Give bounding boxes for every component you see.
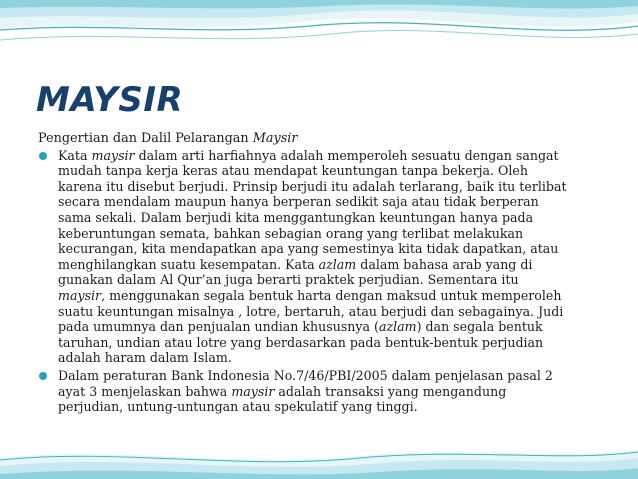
- bullet-text: [58, 368, 598, 415]
- emphasis-text: azlam: [378, 319, 417, 335]
- text-line: [58, 304, 598, 320]
- text-line: [58, 288, 598, 304]
- text-run: dalam arti harfiahnya adalah memperoleh sesuatu dengan sangat: [134, 147, 559, 163]
- text-line: [58, 350, 598, 366]
- bottom-wave-decoration: [0, 438, 638, 479]
- text-line: [58, 241, 598, 257]
- text-line: [58, 335, 598, 351]
- bullet-dot-icon: [39, 372, 47, 380]
- text-run: adalah transaksi yang mengandung: [274, 383, 507, 399]
- text-run: sama sekali. Dalam berjudi kita menggantungkan keuntungan hanya pada: [58, 209, 534, 225]
- text-run: adalah haram dalam Islam.: [58, 350, 232, 366]
- slide-content: [38, 131, 598, 417]
- text-run: Dalam peraturan Bank Indonesia No.7/46/PBI/2005 dalam penjelasan pasal 2: [58, 367, 553, 383]
- text-run: secara mendalam maupun hanya berperan sedikit saja atau tidak berperan: [58, 194, 539, 210]
- text-line: [58, 384, 598, 400]
- slide-title: MAYSIR: [36, 80, 184, 120]
- text-run: ayat 3 menjelaskan bahwa: [58, 383, 232, 399]
- text-run: suatu keuntungan misalnya , lotre, bertaruh, atau berjudi dan sebagainya. Judi: [58, 303, 564, 319]
- text-line: [58, 179, 598, 195]
- bullet-text: [58, 148, 598, 366]
- text-line: [58, 163, 598, 179]
- text-line: [58, 148, 598, 164]
- text-line: [58, 257, 598, 273]
- text-run: karena itu disebut berjudi. Prinsip berjudi itu adalah terlarang, baik itu terlibat: [58, 178, 567, 194]
- subheading: [38, 131, 598, 147]
- text-run: gunakan dalam Al Qur’an juga berarti praktek perjudian. Sementara itu: [58, 272, 519, 288]
- subheading-text: Pengertian dan Dalil Pelarangan: [38, 131, 253, 146]
- text-run: menghilangkan suatu kesempatan. Kata: [58, 256, 319, 272]
- emphasis-text: azlam: [318, 256, 357, 272]
- text-run: Kata: [58, 147, 92, 163]
- emphasis-text: maysir: [91, 147, 135, 163]
- emphasis-text: maysir: [231, 383, 275, 399]
- emphasis-text: maysir: [58, 287, 102, 303]
- text-line: [58, 399, 598, 415]
- text-line: [58, 319, 598, 335]
- text-run: ) dan segala bentuk: [416, 319, 543, 335]
- top-wave-decoration: [0, 0, 638, 80]
- text-line: [58, 194, 598, 210]
- text-line: [58, 272, 598, 288]
- text-line: [58, 368, 598, 384]
- text-line: [58, 226, 598, 242]
- text-run: , menggunakan segala bentuk harta dengan maksud untuk memperoleh: [101, 287, 562, 303]
- text-line: [58, 210, 598, 226]
- text-run: dalam bahasa arab yang di: [356, 256, 533, 272]
- text-run: keberuntungan semata, bahkan sebagian orang yang terlibat melakukan: [58, 225, 524, 241]
- subheading-emphasis: Maysir: [252, 131, 298, 146]
- bullet-bank-indonesia-regulation: [38, 368, 598, 415]
- bullet-dot-icon: [39, 152, 47, 160]
- text-run: mudah tanpa kerja keras atau mendapat keuntungan tanpa bekerja. Oleh: [58, 163, 528, 179]
- bullet-maysir-definition: [38, 148, 598, 366]
- text-run: pada umumnya dan penjualan undian khususnya (: [58, 319, 379, 335]
- text-run: taruhan, undian atau lotre yang berdasarkan pada bentuk-bentuk perjudian: [58, 334, 544, 350]
- text-run: kecurangan, kita mendapatkan apa yang semestinya kita tidak dapatkan, atau: [58, 241, 559, 257]
- text-run: perjudian, untung-untungan atau spekulatif yang tinggi.: [58, 399, 418, 415]
